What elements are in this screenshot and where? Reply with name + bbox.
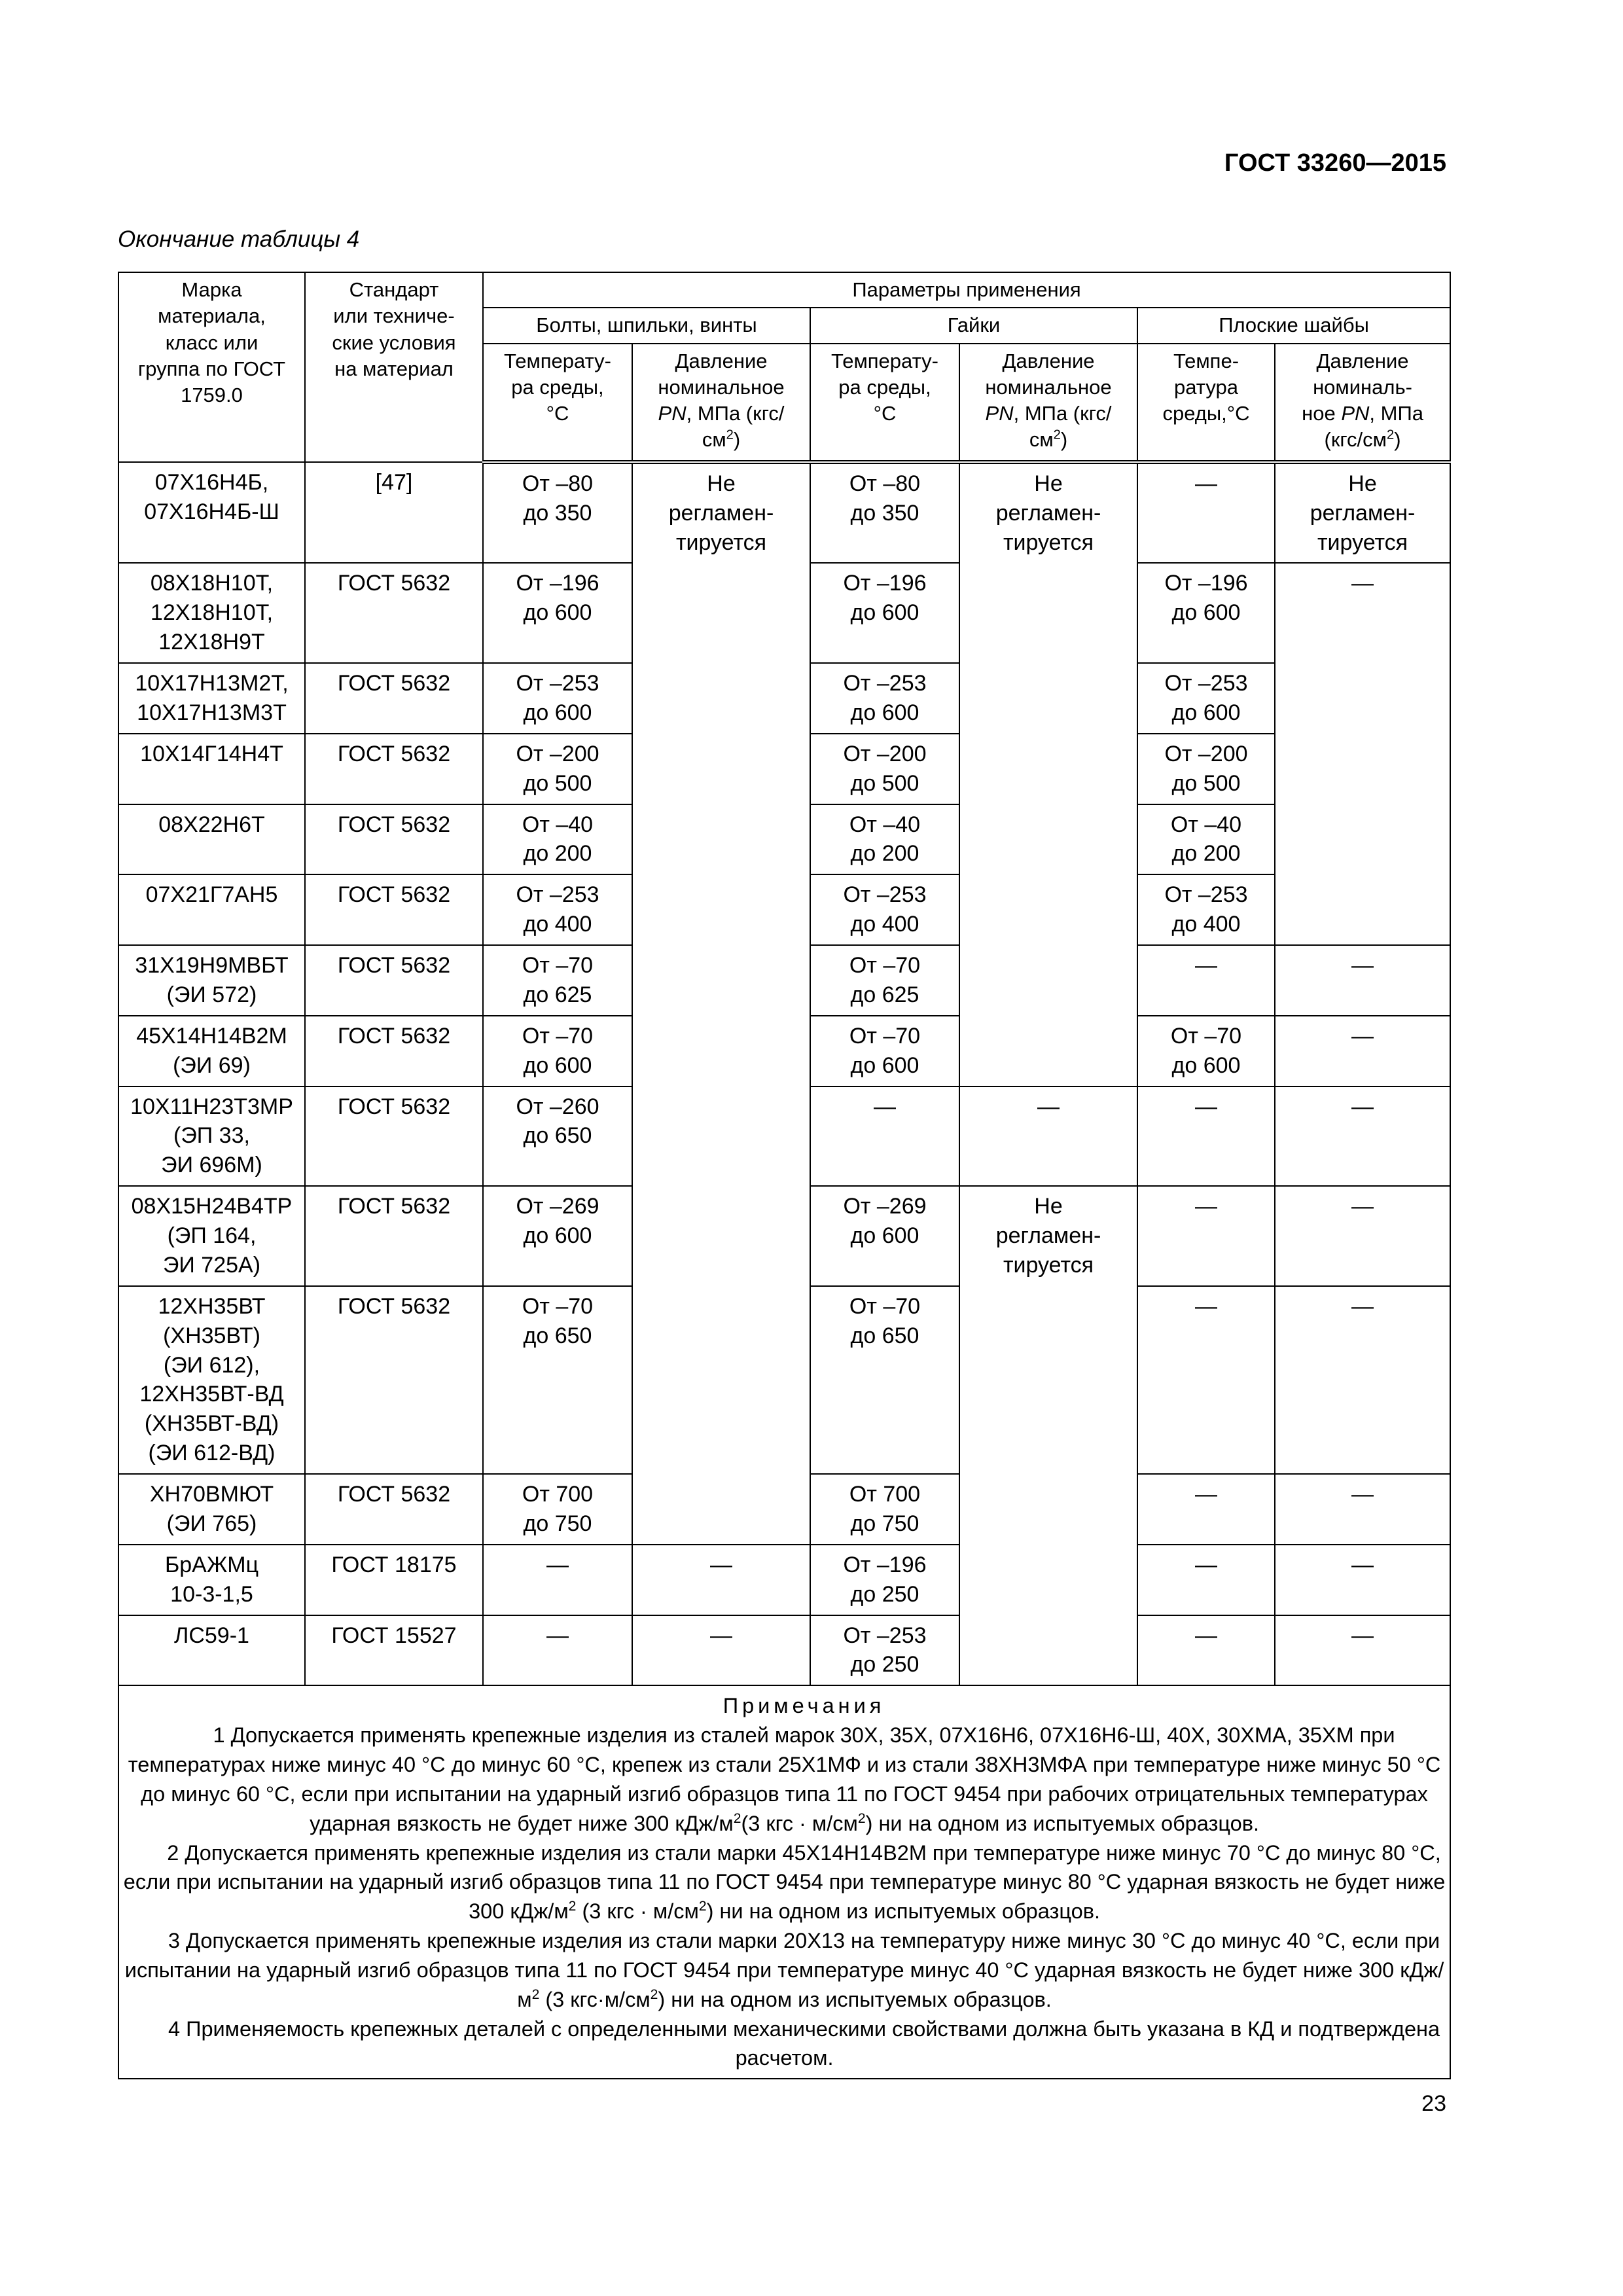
- cell-nut-temp: От –269 до 600: [810, 1186, 959, 1286]
- cell-standard: ГОСТ 5632: [305, 1186, 483, 1286]
- cell-standard: ГОСТ 5632: [305, 563, 483, 663]
- cell-nut-pressure-merged-bottom: Не регламен- тируется: [959, 1186, 1137, 1685]
- cell-material: 10Х11Н23Т3МР (ЭП 33, ЭИ 696М): [118, 1086, 305, 1187]
- table-row: [118, 1545, 1450, 1615]
- cell-washer-temp: —: [1137, 1615, 1275, 1686]
- cell-standard: ГОСТ 5632: [305, 945, 483, 1016]
- cell-bolt-temp: От –196 до 600: [483, 563, 632, 663]
- cell-washer-pressure-merged: —: [1275, 563, 1450, 945]
- page-number: 23: [1421, 2091, 1446, 2116]
- header-parameters: Параметры применения: [483, 272, 1450, 308]
- cell-washer-temp: От –253 до 400: [1137, 874, 1275, 945]
- cell-washer-pressure: —: [1275, 1016, 1450, 1086]
- cell-nut-temp: От –70 до 625: [810, 945, 959, 1016]
- header-nuts-group: Гайки: [810, 308, 1137, 343]
- cell-washer-pressure: —: [1275, 1186, 1450, 1286]
- cell-nut-temp: От –253 до 600: [810, 663, 959, 734]
- cell-washer-temp: —: [1137, 1086, 1275, 1187]
- cell-material: 08Х22Н6Т: [118, 804, 305, 875]
- cell-washer-pressure: —: [1275, 1286, 1450, 1474]
- cell-standard: ГОСТ 5632: [305, 1086, 483, 1187]
- cell-washer-pressure: —: [1275, 1086, 1450, 1187]
- cell-bolt-temp: От –253 до 600: [483, 663, 632, 734]
- notes-row: [118, 1685, 1450, 2079]
- cell-standard: ГОСТ 5632: [305, 804, 483, 875]
- cell-washer-temp: От –40 до 200: [1137, 804, 1275, 875]
- cell-standard: ГОСТ 5632: [305, 874, 483, 945]
- cell-nut-temp: От –253 до 400: [810, 874, 959, 945]
- cell-standard: ГОСТ 18175: [305, 1545, 483, 1615]
- cell-washer-temp: —: [1137, 1286, 1275, 1474]
- notes-cell: [118, 1685, 1450, 2079]
- header-material: Марка материала, класс или группа по ГОСТ 1759.0: [118, 272, 305, 462]
- cell-bolt-pressure: —: [632, 1615, 810, 1686]
- cell-bolt-temp: От –200 до 500: [483, 734, 632, 804]
- cell-bolt-temp: От –70 до 650: [483, 1286, 632, 1474]
- cell-standard: ГОСТ 5632: [305, 734, 483, 804]
- cell-material: 45Х14Н14В2М (ЭИ 69): [118, 1016, 305, 1086]
- cell-bolt-temp: От –70 до 625: [483, 945, 632, 1016]
- cell-standard: ГОСТ 5632: [305, 663, 483, 734]
- cell-standard: ГОСТ 5632: [305, 1016, 483, 1086]
- cell-nut-temp: От –196 до 250: [810, 1545, 959, 1615]
- cell-bolt-temp: От –260 до 650: [483, 1086, 632, 1187]
- cell-washer-temp: —: [1137, 1545, 1275, 1615]
- cell-washer-pressure: —: [1275, 1615, 1450, 1686]
- cell-washer-temp: От –196 до 600: [1137, 563, 1275, 663]
- cell-washer-temp: От –200 до 500: [1137, 734, 1275, 804]
- materials-table: [118, 272, 1451, 2079]
- header-washer-pressure: Давление номиналь- ное PN, МПа $(кгс/см^2)$: [1275, 344, 1450, 462]
- cell-material: 12ХН35ВТ (ХН35ВТ) (ЭИ 612), 12ХН35ВТ-ВД (ХН35ВТ-ВД) (ЭИ 612-ВД): [118, 1286, 305, 1474]
- cell-washer-temp: —: [1137, 1186, 1275, 1286]
- cell-washer-pressure: Не регламен- тируется: [1275, 462, 1450, 564]
- cell-bolt-temp: От –80 до 350: [483, 462, 632, 564]
- cell-standard: ГОСТ 5632: [305, 1286, 483, 1474]
- cell-standard: ГОСТ 15527: [305, 1615, 483, 1686]
- cell-nut-temp: От 700 до 750: [810, 1474, 959, 1545]
- cell-nut-temp: От –200 до 500: [810, 734, 959, 804]
- cell-standard: ГОСТ 5632: [305, 1474, 483, 1545]
- cell-washer-pressure: —: [1275, 945, 1450, 1016]
- header-washers-group: Плоские шайбы: [1137, 308, 1450, 343]
- cell-nut-pressure-merged-top: Не регламен- тируется: [959, 462, 1137, 1086]
- cell-washer-pressure: —: [1275, 1474, 1450, 1545]
- cell-material: 07Х21Г7АН5: [118, 874, 305, 945]
- cell-washer-temp: От –70 до 600: [1137, 1016, 1275, 1086]
- cell-nut-temp: От –80 до 350: [810, 462, 959, 564]
- cell-nut-temp: От –70 до 600: [810, 1016, 959, 1086]
- table-row: [118, 1615, 1450, 1686]
- cell-material: 07Х16Н4Б, 07Х16Н4Б-Ш: [118, 462, 305, 564]
- header-nut-temp: Температу- ра среды, °С: [810, 344, 959, 462]
- cell-nut-pressure: —: [959, 1086, 1137, 1187]
- cell-nut-temp: От –253 до 250: [810, 1615, 959, 1686]
- cell-bolt-temp: От 700 до 750: [483, 1474, 632, 1545]
- cell-standard: [47]: [305, 462, 483, 564]
- cell-bolt-pressure-merged: Не регламен- тируется: [632, 462, 810, 1545]
- table-row: [118, 462, 1450, 564]
- document-standard-code: ГОСТ 33260—2015: [1224, 149, 1446, 177]
- cell-material: 08Х15Н24В4ТР (ЭП 164, ЭИ 725А): [118, 1186, 305, 1286]
- cell-nut-temp: От –40 до 200: [810, 804, 959, 875]
- cell-bolt-pressure: —: [632, 1545, 810, 1615]
- table-caption: Окончание таблицы 4: [118, 226, 360, 252]
- cell-material: БрАЖМц 10-3-1,5: [118, 1545, 305, 1615]
- note-4: 4 Применяемость крепежных деталей с определенными механическими свойствами должна быть указана в КД и подтверждена расчетом.: [168, 2017, 1440, 2070]
- header-bolt-temp: Температу- ра среды, °С: [483, 344, 632, 462]
- cell-washer-pressure: —: [1275, 1545, 1450, 1615]
- note-3: 3 Допускается применять крепежные изделия из стали марки 20Х13 на температуру ниже минус 30 °С до минус 40 °С, если при испытании на ударный изгиб образцов типа 11 по ГОСТ 9454 при температуре минус 40 °С ударная вязкость не будет ниже 300 кДж/$м^2$ (3 $кгс\cdot м/см^2$) ни на одном из испытуемых образцов.: [124, 1929, 1444, 2011]
- note-1: 1 Допускается применять крепежные изделия из сталей марок 30Х, 35Х, 07Х16Н6, 07Х16Н6-Ш, 40Х, 30ХМА, 35ХМ при температурах ниже минус 40 °С до минус 60 °С, крепеж из стали 25Х1МФ и из стали 38ХН3МФА при температуре ниже минус 50 °С до минус 60 °С, если при испытании на ударный изгиб образцов типа 11 по ГОСТ 9454 при рабочих отрицательных температурах ударная вязкость не будет ниже 300 кДж/$м^2(3$ кгс · $м/см^2$) ни на одном из испытуемых образцов.: [128, 1723, 1441, 1835]
- cell-material: ХН70ВМЮТ (ЭИ 765): [118, 1474, 305, 1545]
- cell-bolt-temp: От –70 до 600: [483, 1016, 632, 1086]
- header-bolt-pressure: Давление номинальное PN, МПа (кгс/ $см^2$): [632, 344, 810, 462]
- cell-bolt-temp: —: [483, 1545, 632, 1615]
- cell-bolt-temp: От –253 до 400: [483, 874, 632, 945]
- cell-washer-temp: —: [1137, 945, 1275, 1016]
- cell-washer-temp: От –253 до 600: [1137, 663, 1275, 734]
- cell-material: ЛС59-1: [118, 1615, 305, 1686]
- cell-nut-temp: От –70 до 650: [810, 1286, 959, 1474]
- cell-nut-temp: От –196 до 600: [810, 563, 959, 663]
- cell-bolt-temp: От –40 до 200: [483, 804, 632, 875]
- header-nut-pressure: Давление номинальное PN, МПа (кгс/ $см^2$): [959, 344, 1137, 462]
- cell-material: 31Х19Н9МВБТ (ЭИ 572): [118, 945, 305, 1016]
- notes-title: Примечания: [722, 1694, 885, 1718]
- cell-material: 08Х18Н10Т, 12Х18Н10Т, 12Х18Н9Т: [118, 563, 305, 663]
- cell-bolt-temp: От –269 до 600: [483, 1186, 632, 1286]
- cell-bolt-temp: —: [483, 1615, 632, 1686]
- cell-washer-temp: —: [1137, 1474, 1275, 1545]
- cell-nut-temp: —: [810, 1086, 959, 1187]
- header-washer-temp: Темпе- ратура среды,°С: [1137, 344, 1275, 462]
- note-2: 2 Допускается применять крепежные изделия из стали марки 45Х14Н14В2М при температуре ниже минус 70 °С до минус 80 °С, если при испытании на ударный изгиб образцов типа 11 по ГОСТ 9454 при температуре минус 80 °С ударная вязкость не будет ниже 300 кДж/$м^2$ (3 кгс · $м/см^2$) ни на одном из испытуемых образцов.: [123, 1840, 1446, 1924]
- header-standard: Стандарт или техниче- ские условия на материал: [305, 272, 483, 462]
- header-bolts-group: Болты, шпильки, винты: [483, 308, 810, 343]
- cell-washer-temp: —: [1137, 462, 1275, 564]
- cell-material: 10Х14Г14Н4Т: [118, 734, 305, 804]
- cell-material: 10Х17Н13М2Т, 10Х17Н13М3Т: [118, 663, 305, 734]
